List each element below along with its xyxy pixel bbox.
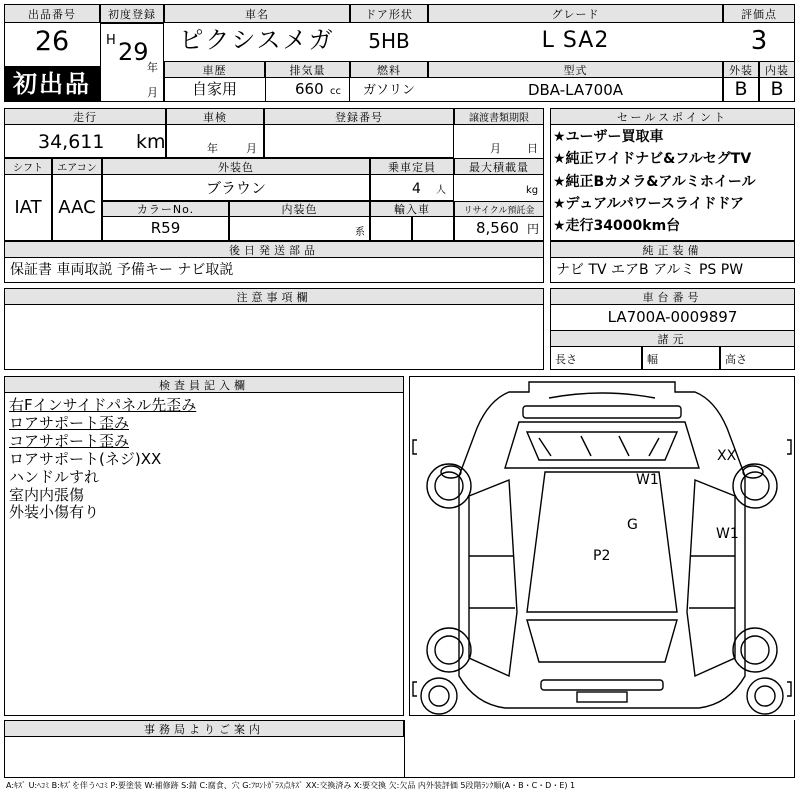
inspector-line-2: ロアサポート歪み — [9, 414, 130, 432]
era: H — [106, 33, 116, 48]
sales-point-3: ★純正Bカメラ&アルミホイール — [553, 174, 756, 190]
reg-no-label: 登録番号 — [335, 110, 383, 124]
damage-mark-xx: XX — [717, 448, 737, 464]
grade: L SA2 — [541, 28, 610, 53]
capacity-header — [370, 158, 454, 175]
roof — [527, 472, 677, 612]
int-color-header — [229, 201, 370, 217]
car-outline — [459, 382, 745, 708]
front-grille — [523, 406, 681, 418]
front-bumper — [549, 393, 655, 398]
transfer-day: 日 — [527, 142, 538, 155]
transfer-header — [454, 108, 544, 125]
model-name-label: 車名 — [245, 7, 269, 21]
sales-point-1: ★ユーザー買取車 — [553, 129, 664, 145]
fuel-header — [350, 61, 428, 78]
mileage-label: 走行 — [73, 110, 97, 124]
grade-label: グレード — [551, 7, 600, 21]
office-divider — [404, 720, 795, 778]
shift: IAT — [14, 197, 42, 218]
notes-label: 注意事項欄 — [236, 290, 312, 304]
inspection-month: 月 — [246, 142, 257, 155]
ac-label: エアコン — [57, 163, 97, 174]
damage-mark-g: G — [627, 517, 638, 533]
dims-header — [550, 330, 795, 347]
import-header — [370, 201, 454, 217]
model-name: ピクシスメガ — [179, 26, 335, 54]
first-listing-badge: 初出品 — [4, 66, 100, 102]
damage-mark-w1-right: W1 — [716, 526, 739, 542]
hood — [505, 422, 699, 468]
left-doors — [469, 480, 517, 676]
transfer-label: 譲渡書類期限 — [469, 113, 529, 124]
color-no: R59 — [150, 219, 181, 237]
equip-label: 純正装備 — [642, 243, 703, 257]
grade-header — [428, 4, 723, 23]
ac-header — [52, 158, 102, 175]
shift-header — [4, 158, 52, 175]
inspector-line-7: 外装小傷有り — [9, 503, 100, 521]
exterior-label: 外装 — [729, 63, 753, 77]
recycle-fee: 8,560 — [476, 219, 519, 237]
import-cell-a — [370, 216, 412, 241]
lot-no-header — [4, 4, 100, 23]
tyre-front-left — [427, 464, 471, 508]
recycle-unit: 円 — [527, 222, 540, 236]
mileage-unit: km — [136, 131, 166, 153]
exterior-header — [723, 61, 759, 78]
spare-tyre-right — [747, 678, 783, 714]
transfer-month: 月 — [490, 142, 501, 155]
mileage: 34,611 — [38, 131, 105, 153]
first-reg-year: 29 — [118, 38, 149, 66]
model-name-header — [164, 4, 350, 23]
history-label: 車歴 — [202, 63, 227, 77]
load-header — [454, 158, 544, 175]
fuel: ガソリン — [362, 83, 415, 98]
load-unit: kg — [526, 185, 539, 196]
exterior-color: ブラウン — [205, 179, 266, 197]
year-unit: 年 — [147, 61, 158, 74]
inspector-line-1: 右Fインサイドパネル先歪み — [9, 396, 197, 414]
sales-label: セールスポイント — [616, 110, 728, 124]
score-label: 評価点 — [741, 7, 777, 21]
int-color-label: 内装色 — [281, 203, 318, 216]
sales-point-5: ★走行34000km台 — [553, 218, 681, 234]
fuel-label: 燃料 — [377, 63, 401, 77]
capacity: 4 — [412, 181, 421, 197]
displacement: 660 — [295, 80, 324, 98]
door-type: 5HB — [368, 29, 410, 53]
inspector-line-3: コアサポート歪み — [9, 432, 130, 450]
interior-header — [759, 61, 795, 78]
model-type: DBA-LA700A — [527, 81, 624, 99]
color-header — [102, 158, 370, 175]
history: 自家用 — [191, 80, 237, 98]
chassis-number: LA700A-0009897 — [607, 308, 738, 326]
reg-no-cell — [264, 124, 454, 158]
score: 3 — [750, 26, 768, 56]
inspector-header — [4, 376, 404, 393]
inspector-line-4: ロアサポート(ネジ)XX — [9, 450, 162, 468]
equipment: ナビ TV エアB アルミ PS PW — [556, 262, 744, 278]
lot-no: 26 — [34, 26, 70, 57]
displacement-unit: cc — [330, 86, 341, 97]
capacity-label: 乗車定員 — [388, 160, 436, 174]
inspection-header — [166, 108, 264, 125]
damage-mark-p2: P2 — [593, 548, 611, 564]
inspector-label: 検査員記入欄 — [159, 378, 249, 392]
import-label: 輸入車 — [394, 203, 430, 216]
lot-no-label: 出品番号 — [28, 7, 76, 21]
equip-header — [550, 241, 795, 258]
import-cell-b — [412, 216, 454, 241]
spare-tyre-left — [421, 678, 457, 714]
later-parts-label: 後日発送部品 — [229, 243, 319, 257]
color-no-label: カラーNo. — [136, 203, 195, 216]
sales-header — [550, 108, 795, 125]
month-unit: 月 — [147, 86, 158, 99]
mileage-header — [4, 108, 166, 125]
inspection-label: 車検 — [203, 110, 227, 124]
chassis-label: 車台番号 — [642, 290, 703, 304]
license-plate — [577, 692, 627, 702]
displacement-header — [265, 61, 350, 78]
ac: AAC — [58, 197, 96, 218]
inspector-line-5: ハンドルすれ — [9, 468, 100, 486]
notes-header — [4, 288, 544, 305]
dims-height: 高さ — [725, 353, 747, 366]
capacity-unit: 人 — [436, 185, 446, 196]
type-label: 型式 — [563, 63, 588, 77]
first-reg-label: 初度登録 — [108, 7, 156, 21]
first-reg-header — [100, 4, 164, 23]
office-label: 事務局よりご案内 — [144, 722, 264, 736]
int-color-cell — [229, 216, 370, 241]
interior-label: 内装 — [765, 63, 789, 77]
legend: A:ｷｽﾞ U:ﾍｺﾐ B:ｷｽﾞを伴うﾍｺﾐ P:要塗装 W:補修跡 S:錆 C:腐食、穴 G:ﾌﾛﾝﾄｶﾞﾗｽ点ｷｽﾞ XX:交換済み X:要交換 欠:欠品 内外装評価 5段階ﾗﾝｸ順(A・B・C・D・E) 1 — [6, 781, 576, 790]
type-header — [428, 61, 723, 78]
displacement-label: 排気量 — [289, 63, 326, 77]
int-color-unit: 系 — [355, 227, 365, 238]
reg-no-header — [264, 108, 454, 125]
history-header — [164, 61, 265, 78]
dims-length: 長さ — [555, 353, 577, 366]
door-header — [350, 4, 428, 23]
tyre-rear-left — [427, 628, 471, 672]
inspection-year: 年 — [207, 142, 218, 155]
car-diagram — [409, 376, 795, 716]
dims-label: 諸元 — [657, 332, 688, 346]
shift-label: シフト — [13, 163, 43, 174]
load-label: 最大積載量 — [469, 160, 529, 174]
later-parts: 保証書 車両取説 予備キー ナビ取説 — [10, 262, 234, 278]
color-no-header — [102, 201, 229, 217]
sales-point-2: ★純正ワイドナビ&フルセグTV — [553, 151, 752, 167]
score-header — [723, 4, 795, 23]
dims-width: 幅 — [647, 353, 658, 366]
office-header — [4, 720, 404, 737]
rear-bumper — [541, 680, 663, 690]
later-parts-header — [4, 241, 544, 258]
rear-window — [527, 620, 677, 662]
damage-mark-w1-top: W1 — [636, 472, 659, 488]
tyre-front-right — [733, 464, 777, 508]
tyre-rear-right — [733, 628, 777, 672]
inspector-line-6: 室内内張傷 — [9, 486, 85, 504]
recycle-header — [454, 201, 544, 217]
color-label: 外装色 — [218, 160, 254, 174]
right-doors — [687, 480, 735, 676]
sales-point-4: ★デュアルパワースライドドア — [553, 196, 745, 212]
recycle-label: リサイクル預託金 — [463, 205, 535, 216]
chassis-header — [550, 288, 795, 305]
interior-grade: B — [770, 78, 784, 100]
door-label: ドア形状 — [365, 7, 413, 21]
exterior-grade: B — [734, 78, 748, 100]
